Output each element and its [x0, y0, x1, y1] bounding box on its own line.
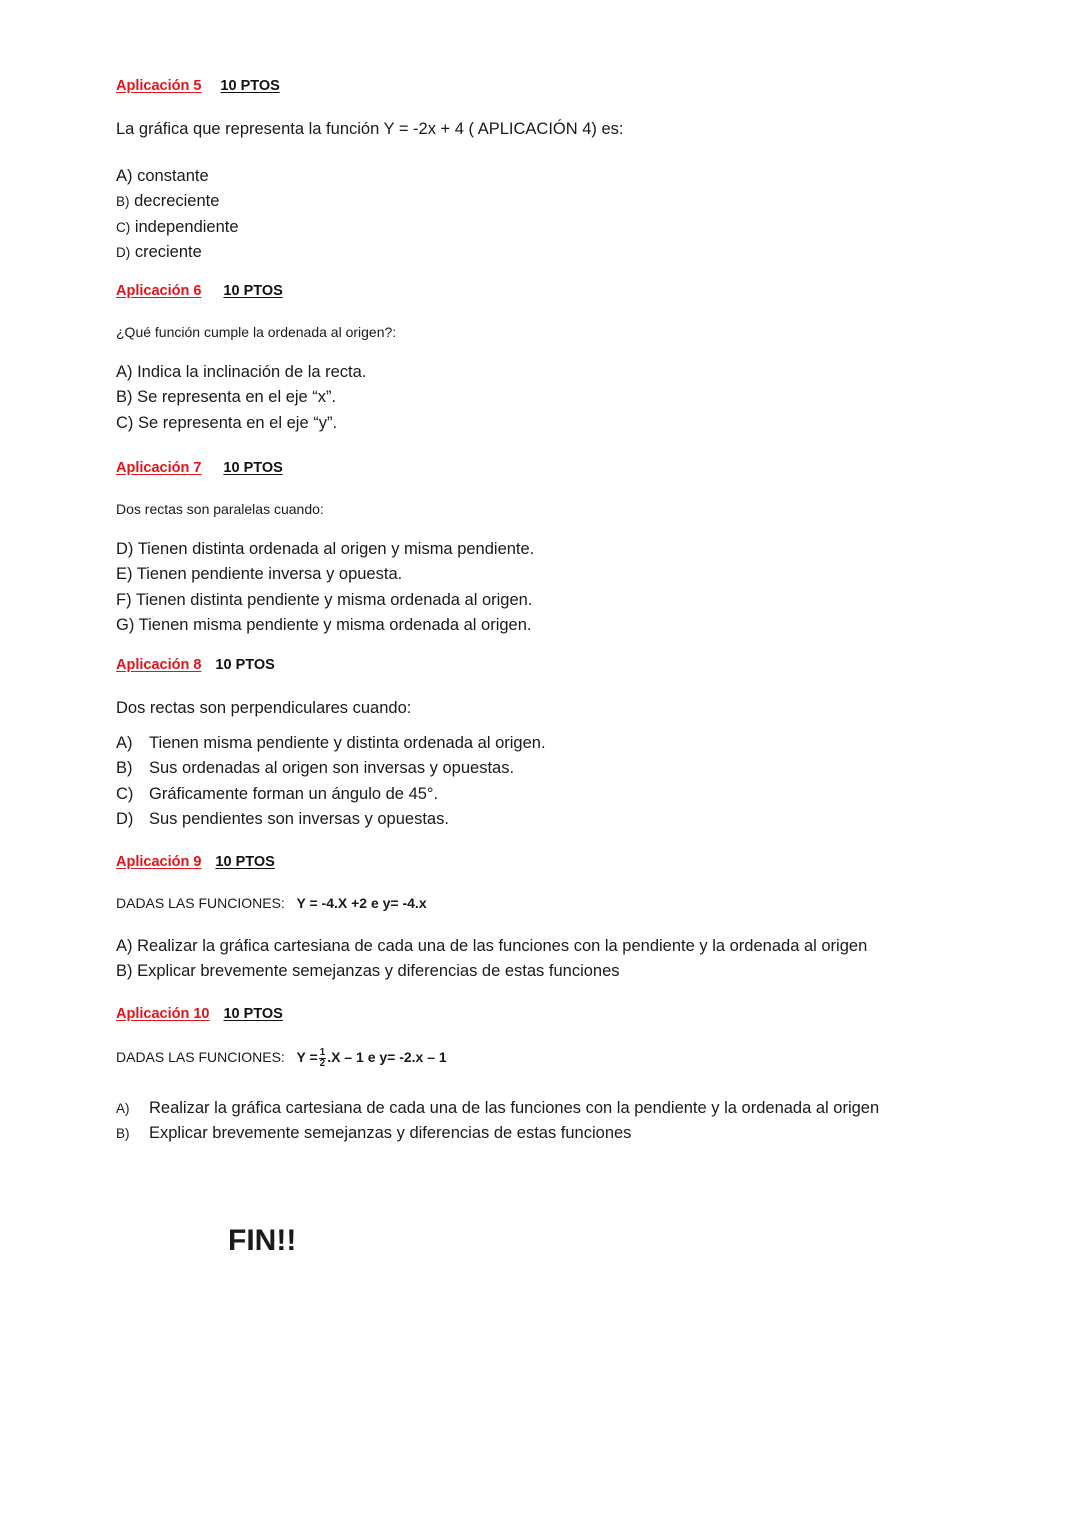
section-5-title: Aplicación 5: [116, 78, 202, 94]
option-item: B) Sus ordenadas al origen son inversas y opuestas.: [116, 759, 515, 778]
section-8-header: [116, 657, 275, 673]
option-item: B) decreciente: [116, 192, 220, 211]
option-item: A) Tienen misma pendiente y distinta ordenada al origen.: [116, 734, 546, 752]
section-5-header: [116, 78, 280, 94]
option-item: A) constante: [116, 167, 209, 185]
section-10-question: DADAS LAS FUNCIONES: Y = $\frac{1}{2}$ .X – 1 e y= -2.x – 1: [116, 1047, 447, 1069]
section-9-options: [116, 934, 867, 985]
section-7-points: 10 PTOS: [223, 460, 283, 476]
option-item: B) Explicar brevemente semejanzas y diferencias de estas funciones: [116, 1124, 632, 1143]
option-item: E) Tienen pendiente inversa y opuesta.: [116, 565, 403, 584]
section-10-title: Aplicación 10: [116, 1006, 210, 1022]
section-10-points: 10 PTOS: [223, 1006, 283, 1022]
section-6-options: [116, 360, 366, 436]
option-item: B) Explicar brevemente semejanzas y diferencias de estas funciones: [116, 962, 620, 981]
option-item: F) Tienen distinta pendiente y misma ordenada al origen.: [116, 590, 533, 609]
section-5-options: [116, 164, 239, 265]
option-item: A) Realizar la gráfica cartesiana de cada una de las funciones con la pendiente y la ordenada al origen: [116, 937, 868, 955]
section-8-title: Aplicación 8: [116, 657, 202, 673]
option-item: C) Se representa en el eje “y”.: [116, 413, 338, 432]
option-item: C) Gráficamente forman un ángulo de 45°.: [116, 784, 439, 803]
section-9-formula: Y = -4.X +2 e y= -4.x: [296, 895, 427, 911]
option-item: A) Realizar la gráfica cartesiana de cada una de las funciones con la pendiente y la ordenada al origen: [116, 1099, 880, 1117]
option-item: G) Tienen misma pendiente y misma ordenada al origen.: [116, 615, 532, 634]
section-9-points: 10 PTOS: [215, 854, 275, 870]
section-5-question: La gráfica que representa la función Y = -2x + 4 ( APLICACIÓN 4) es:: [116, 120, 624, 138]
option-item: A) Indica la inclinación de la recta.: [116, 363, 367, 381]
section-10-formula: Y = $\frac{1}{2}$ .X – 1 e y= -2.x – 1: [296, 1047, 447, 1069]
section-9-title: Aplicación 9: [116, 854, 202, 870]
section-6-question: ¿Qué función cumple la ordenada al origen?:: [116, 324, 397, 340]
option-item: D) Sus pendientes son inversas y opuestas.: [116, 809, 449, 828]
section-8-options: [116, 731, 546, 832]
section-7-title: Aplicación 7: [116, 460, 202, 476]
option-item: D) creciente: [116, 242, 202, 261]
section-5-points: 10 PTOS: [220, 78, 280, 94]
section-6-points: 10 PTOS: [223, 283, 283, 299]
section-10-header: [116, 1006, 283, 1022]
fraction-one-half: $\frac{1}{2}$: [319, 1047, 326, 1069]
end-text: FIN!!: [228, 1224, 297, 1257]
section-7-options: [116, 537, 534, 638]
section-7-question: Dos rectas son paralelas cuando:: [116, 501, 324, 517]
option-item: B) Se representa en el eje “x”.: [116, 388, 337, 407]
section-10-options: [116, 1096, 879, 1147]
option-item: D) Tienen distinta ordenada al origen y misma pendiente.: [116, 540, 535, 558]
section-9-header: [116, 854, 275, 870]
section-6-title: Aplicación 6: [116, 283, 202, 299]
section-8-points: 10 PTOS: [215, 657, 275, 673]
section-6-header: [116, 283, 283, 299]
option-item: C) independiente: [116, 217, 239, 236]
section-7-header: [116, 460, 283, 476]
section-9-question: DADAS LAS FUNCIONES: Y = -4.X +2 e y= -4.x: [116, 895, 427, 911]
section-8-question: Dos rectas son perpendiculares cuando:: [116, 699, 412, 717]
